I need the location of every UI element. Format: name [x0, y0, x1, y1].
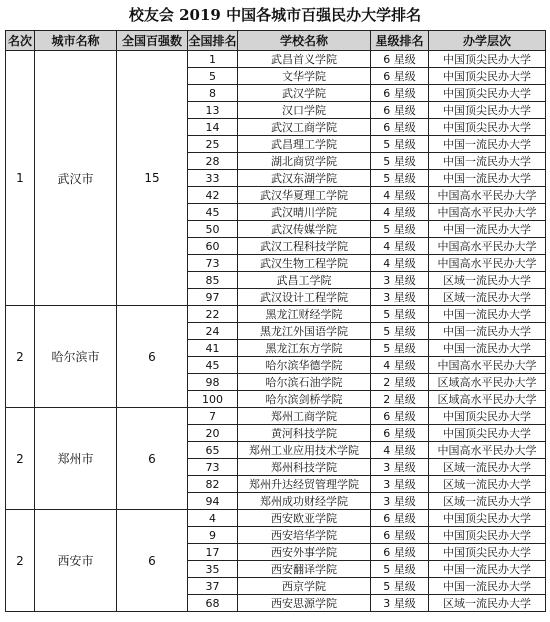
school-level-cell: 区域一流民办大学 — [429, 289, 546, 306]
school-name-cell: 武汉设计工程学院 — [238, 289, 371, 306]
star-rating-cell: 5 星级 — [371, 221, 429, 238]
star-rating-cell: 3 星级 — [371, 493, 429, 510]
school-name-cell: 武汉传媒学院 — [238, 221, 371, 238]
school-name-cell: 西安外事学院 — [238, 544, 371, 561]
national-rank-cell: 45 — [188, 357, 238, 374]
star-rating-cell: 5 星级 — [371, 306, 429, 323]
national-rank-cell: 33 — [188, 170, 238, 187]
national-rank-cell: 35 — [188, 561, 238, 578]
top100-count-cell: 6 — [117, 306, 188, 408]
star-rating-cell: 6 星级 — [371, 85, 429, 102]
star-rating-cell: 5 星级 — [371, 153, 429, 170]
school-level-cell: 中国顶尖民办大学 — [429, 85, 546, 102]
star-rating-cell: 4 星级 — [371, 442, 429, 459]
school-level-cell: 区域一流民办大学 — [429, 459, 546, 476]
school-name-cell: 黄河科技学院 — [238, 425, 371, 442]
national-rank-cell: 22 — [188, 306, 238, 323]
school-level-cell: 区域高水平民办大学 — [429, 374, 546, 391]
city-rank-cell: 2 — [6, 510, 35, 612]
school-name-cell: 武汉生物工程学院 — [238, 255, 371, 272]
school-name-cell: 武汉工程科技学院 — [238, 238, 371, 255]
school-name-cell: 湖北商贸学院 — [238, 153, 371, 170]
star-rating-cell: 3 星级 — [371, 595, 429, 612]
school-level-cell: 区域一流民办大学 — [429, 493, 546, 510]
school-level-cell: 区域一流民办大学 — [429, 272, 546, 289]
star-rating-cell: 6 星级 — [371, 510, 429, 527]
school-name-cell: 西京学院 — [238, 578, 371, 595]
star-rating-cell: 5 星级 — [371, 578, 429, 595]
header-school: 学校名称 — [238, 31, 371, 51]
header-city: 城市名称 — [35, 31, 117, 51]
header-national-rank: 全国排名 — [188, 31, 238, 51]
national-rank-cell: 50 — [188, 221, 238, 238]
header-count: 全国百强数 — [117, 31, 188, 51]
national-rank-cell: 37 — [188, 578, 238, 595]
school-name-cell: 郑州科技学院 — [238, 459, 371, 476]
school-name-cell: 黑龙江外国语学院 — [238, 323, 371, 340]
page-title: 校友会 2019 中国各城市百强民办大学排名 — [128, 6, 422, 24]
star-rating-cell: 5 星级 — [371, 340, 429, 357]
school-name-cell: 西安培华学院 — [238, 527, 371, 544]
national-rank-cell: 98 — [188, 374, 238, 391]
header-rank: 名次 — [6, 31, 35, 51]
school-level-cell: 区域一流民办大学 — [429, 595, 546, 612]
national-rank-cell: 5 — [188, 68, 238, 85]
school-level-cell: 中国顶尖民办大学 — [429, 510, 546, 527]
national-rank-cell: 73 — [188, 459, 238, 476]
national-rank-cell: 94 — [188, 493, 238, 510]
star-rating-cell: 6 星级 — [371, 51, 429, 68]
ranking-table — [5, 30, 546, 612]
star-rating-cell: 2 星级 — [371, 391, 429, 408]
school-name-cell: 汉口学院 — [238, 102, 371, 119]
school-level-cell: 中国高水平民办大学 — [429, 238, 546, 255]
star-rating-cell: 4 星级 — [371, 187, 429, 204]
top100-count-cell: 6 — [117, 408, 188, 510]
school-level-cell: 中国顶尖民办大学 — [429, 544, 546, 561]
school-level-cell: 中国顶尖民办大学 — [429, 425, 546, 442]
city-rank-cell: 1 — [6, 51, 35, 306]
school-name-cell: 武汉东湖学院 — [238, 170, 371, 187]
school-level-cell: 中国一流民办大学 — [429, 170, 546, 187]
national-rank-cell: 7 — [188, 408, 238, 425]
school-level-cell: 中国一流民办大学 — [429, 578, 546, 595]
header-row — [6, 31, 546, 51]
national-rank-cell: 17 — [188, 544, 238, 561]
city-name-cell: 郑州市 — [35, 408, 117, 510]
national-rank-cell: 100 — [188, 391, 238, 408]
school-level-cell: 中国高水平民办大学 — [429, 357, 546, 374]
school-level-cell: 中国顶尖民办大学 — [429, 408, 546, 425]
school-level-cell: 中国顶尖民办大学 — [429, 527, 546, 544]
school-name-cell: 郑州工商学院 — [238, 408, 371, 425]
star-rating-cell: 4 星级 — [371, 255, 429, 272]
school-name-cell: 黑龙江财经学院 — [238, 306, 371, 323]
national-rank-cell: 85 — [188, 272, 238, 289]
national-rank-cell: 14 — [188, 119, 238, 136]
school-level-cell: 中国一流民办大学 — [429, 221, 546, 238]
school-level-cell: 中国高水平民办大学 — [429, 204, 546, 221]
school-name-cell: 武汉工商学院 — [238, 119, 371, 136]
top100-count-cell: 6 — [117, 510, 188, 612]
school-level-cell: 中国顶尖民办大学 — [429, 119, 546, 136]
national-rank-cell: 28 — [188, 153, 238, 170]
star-rating-cell: 6 星级 — [371, 119, 429, 136]
star-rating-cell: 4 星级 — [371, 238, 429, 255]
school-name-cell: 郑州升达经贸管理学院 — [238, 476, 371, 493]
national-rank-cell: 9 — [188, 527, 238, 544]
school-level-cell: 中国一流民办大学 — [429, 153, 546, 170]
school-name-cell: 西安欧亚学院 — [238, 510, 371, 527]
school-level-cell: 中国顶尖民办大学 — [429, 102, 546, 119]
school-level-cell: 区域高水平民办大学 — [429, 391, 546, 408]
school-name-cell: 哈尔滨华德学院 — [238, 357, 371, 374]
star-rating-cell: 5 星级 — [371, 561, 429, 578]
table-row — [6, 51, 546, 68]
national-rank-cell: 60 — [188, 238, 238, 255]
table-row — [6, 510, 546, 527]
star-rating-cell: 4 星级 — [371, 357, 429, 374]
star-rating-cell: 6 星级 — [371, 544, 429, 561]
star-rating-cell: 6 星级 — [371, 102, 429, 119]
star-rating-cell: 3 星级 — [371, 272, 429, 289]
city-name-cell: 哈尔滨市 — [35, 306, 117, 408]
school-level-cell: 区域一流民办大学 — [429, 476, 546, 493]
star-rating-cell: 2 星级 — [371, 374, 429, 391]
school-name-cell: 武昌首义学院 — [238, 51, 371, 68]
national-rank-cell: 82 — [188, 476, 238, 493]
national-rank-cell: 1 — [188, 51, 238, 68]
star-rating-cell: 3 星级 — [371, 459, 429, 476]
school-name-cell: 西安思源学院 — [238, 595, 371, 612]
national-rank-cell: 25 — [188, 136, 238, 153]
school-name-cell: 文华学院 — [238, 68, 371, 85]
school-level-cell: 中国一流民办大学 — [429, 136, 546, 153]
national-rank-cell: 42 — [188, 187, 238, 204]
school-name-cell: 哈尔滨剑桥学院 — [238, 391, 371, 408]
school-name-cell: 武汉学院 — [238, 85, 371, 102]
national-rank-cell: 73 — [188, 255, 238, 272]
school-name-cell: 西安翻译学院 — [238, 561, 371, 578]
school-level-cell: 中国顶尖民办大学 — [429, 68, 546, 85]
national-rank-cell: 4 — [188, 510, 238, 527]
school-level-cell: 中国一流民办大学 — [429, 323, 546, 340]
table-row — [6, 306, 546, 323]
star-rating-cell: 4 星级 — [371, 204, 429, 221]
city-rank-cell: 2 — [6, 408, 35, 510]
national-rank-cell: 8 — [188, 85, 238, 102]
school-level-cell: 中国一流民办大学 — [429, 561, 546, 578]
school-level-cell: 中国高水平民办大学 — [429, 255, 546, 272]
city-name-cell: 西安市 — [35, 510, 117, 612]
school-level-cell: 中国一流民办大学 — [429, 340, 546, 357]
school-name-cell: 郑州工业应用技术学院 — [238, 442, 371, 459]
star-rating-cell: 6 星级 — [371, 408, 429, 425]
school-name-cell: 郑州成功财经学院 — [238, 493, 371, 510]
school-name-cell: 武昌工学院 — [238, 272, 371, 289]
school-name-cell: 武汉晴川学院 — [238, 204, 371, 221]
school-level-cell: 中国一流民办大学 — [429, 306, 546, 323]
national-rank-cell: 24 — [188, 323, 238, 340]
school-level-cell: 中国顶尖民办大学 — [429, 51, 546, 68]
school-name-cell: 黑龙江东方学院 — [238, 340, 371, 357]
header-level: 办学层次 — [429, 31, 546, 51]
star-rating-cell: 3 星级 — [371, 289, 429, 306]
national-rank-cell: 20 — [188, 425, 238, 442]
star-rating-cell: 6 星级 — [371, 527, 429, 544]
star-rating-cell: 5 星级 — [371, 323, 429, 340]
national-rank-cell: 45 — [188, 204, 238, 221]
top100-count-cell: 15 — [117, 51, 188, 306]
national-rank-cell: 65 — [188, 442, 238, 459]
star-rating-cell: 5 星级 — [371, 136, 429, 153]
school-name-cell: 哈尔滨石油学院 — [238, 374, 371, 391]
national-rank-cell: 68 — [188, 595, 238, 612]
star-rating-cell: 6 星级 — [371, 68, 429, 85]
star-rating-cell: 5 星级 — [371, 170, 429, 187]
city-name-cell: 武汉市 — [35, 51, 117, 306]
school-name-cell: 武汉华夏理工学院 — [238, 187, 371, 204]
national-rank-cell: 13 — [188, 102, 238, 119]
national-rank-cell: 97 — [188, 289, 238, 306]
school-level-cell: 中国高水平民办大学 — [429, 442, 546, 459]
star-rating-cell: 3 星级 — [371, 476, 429, 493]
school-name-cell: 武昌理工学院 — [238, 136, 371, 153]
header-stars: 星级排名 — [371, 31, 429, 51]
table-row — [6, 408, 546, 425]
school-level-cell: 中国高水平民办大学 — [429, 187, 546, 204]
city-rank-cell: 2 — [6, 306, 35, 408]
national-rank-cell: 41 — [188, 340, 238, 357]
star-rating-cell: 6 星级 — [371, 425, 429, 442]
